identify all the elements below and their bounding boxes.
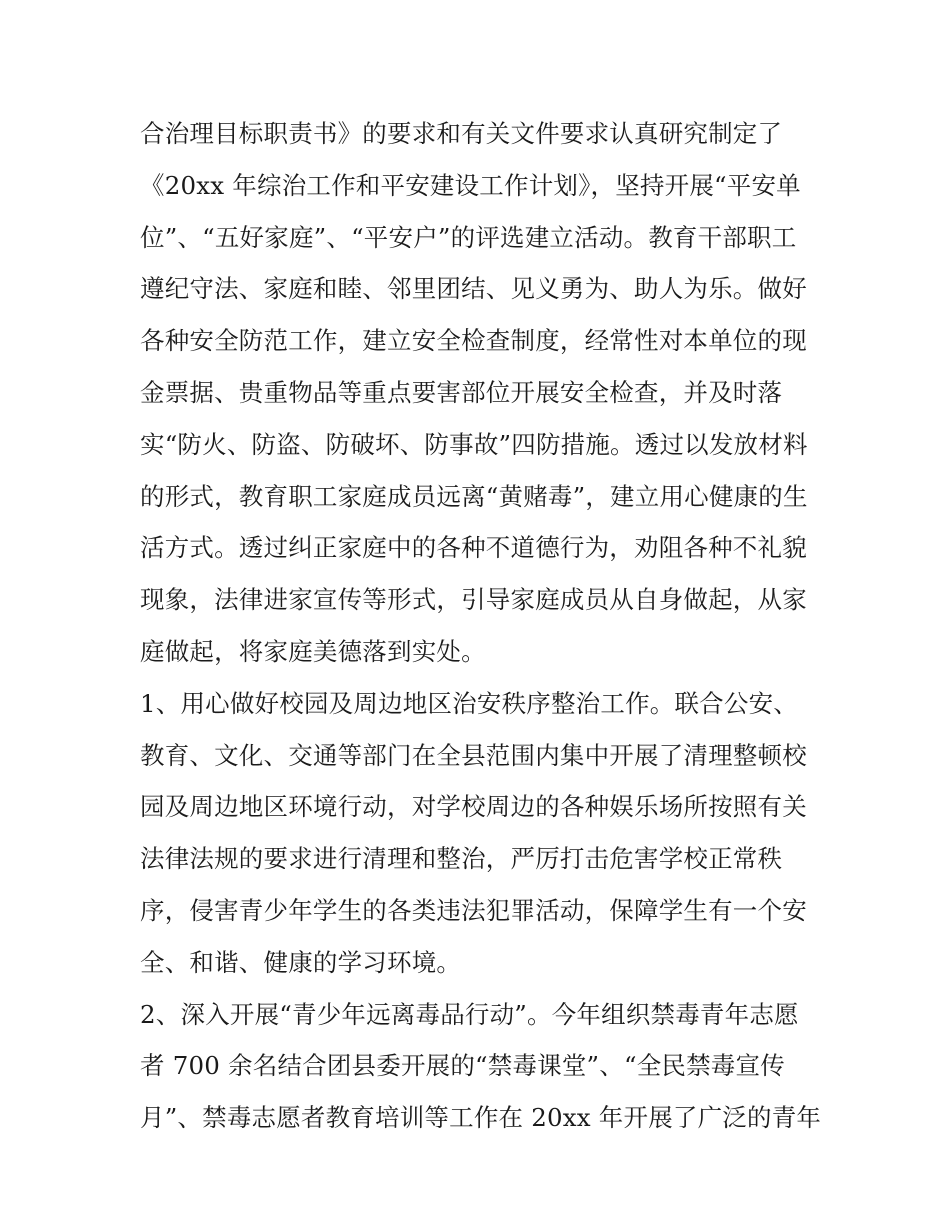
text-line: 位”、“五好家庭”、“平安户”的评选建立活动。教育干部职工: [140, 222, 797, 252]
text-line: 庭做起，将家庭美德落到实处。: [140, 636, 486, 666]
text-line: 全、和谐、健康的学习环境。: [140, 947, 462, 977]
text-line: 法律法规的要求进行清理和整治，严厉打击危害学校正常秩: [140, 844, 783, 874]
text-line: 合治理目标职责书》的要求和有关文件要求认真研究制定了: [140, 119, 783, 148]
text-line: 实“防火、防盗、防破坏、防事故”四防措施。透过以发放材料: [140, 429, 808, 459]
text-line: 各种安全防范工作，建立安全检查制度，经常性对本单位的现: [140, 326, 807, 356]
document-body: [140, 108, 820, 1144]
text-line: 现象，法律进家宣传等形式，引导家庭成员从自身做起，从家: [140, 585, 807, 615]
text-line: 遵纪守法、家庭和睦、邻里团结、见义勇为、助人为乐。做好: [140, 274, 807, 304]
text-line: 的形式，教育职工家庭成员远离“黄赌毒”，建立用心健康的生: [140, 481, 808, 511]
text-line: 2、深入开展“青少年远离毒品行动”。今年组织禁毒青年志愿: [140, 999, 799, 1029]
text-line: 教育、文化、交通等部门在全县范围内集中开展了清理整顿校: [140, 740, 807, 770]
text-line: 1、用心做好校园及周边地区治安秩序整治工作。联合公安、: [140, 688, 798, 718]
text-line: 《20xx 年综治工作和平安建设工作计划》，坚持开展“平安单: [140, 170, 801, 200]
text-line: 月”、禁毒志愿者教育培训等工作在 20xx 年开展了广泛的青年: [140, 1103, 822, 1133]
text-line: 金票据、贵重物品等重点要害部位开展安全检查，并及时落: [140, 377, 783, 407]
text-line: 园及周边地区环境行动，对学校周边的各种娱乐场所按照有关: [140, 792, 807, 822]
text-line: 活方式。透过纠正家庭中的各种不道德行为，劝阻各种不礼貌: [140, 533, 807, 563]
text-line: 者 700 余名结合团县委开展的“禁毒课堂”、“全民禁毒宣传: [140, 1051, 785, 1081]
text-line: 序，侵害青少年学生的各类违法犯罪活动，保障学生有一个安: [140, 895, 807, 925]
